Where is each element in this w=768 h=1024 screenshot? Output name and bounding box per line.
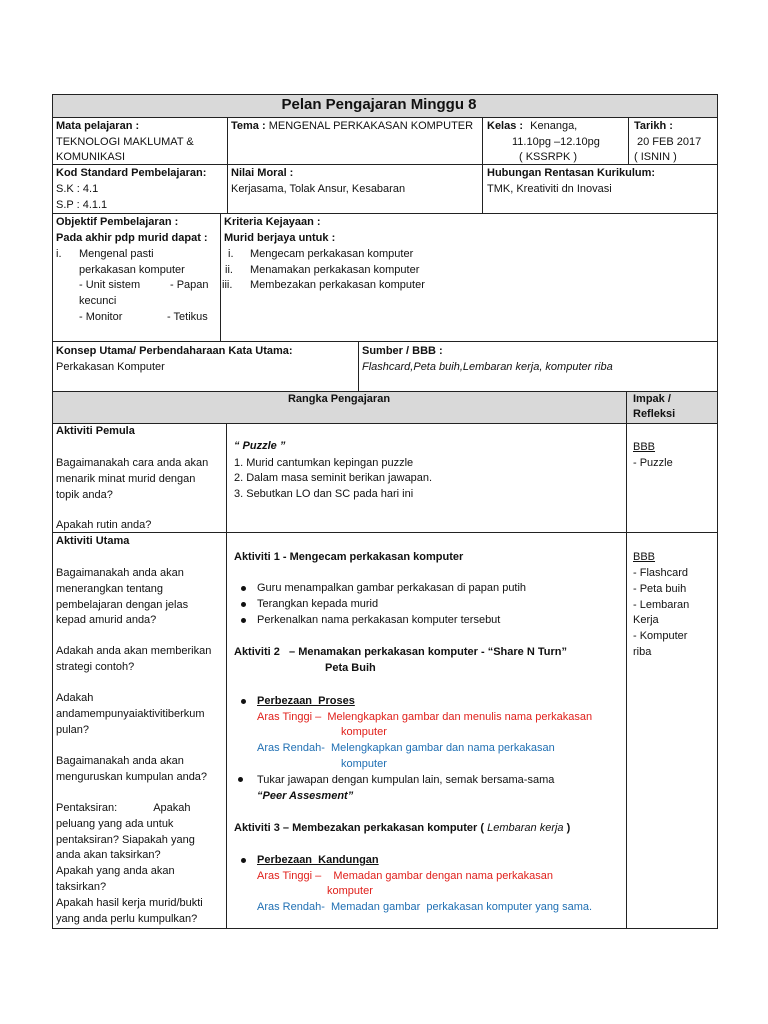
pemula-question: menarik minat murid dengan (56, 473, 196, 485)
pemula-bbb-item: - Puzzle (633, 457, 673, 469)
utama-question: Apakah hasil kerja murid/bukti (56, 897, 203, 909)
activity3-low-level: Aras Rendah- Memadan gambar perkakasan komputer yang sama. (257, 901, 593, 913)
activity3-title-main: Aktiviti 3 – Membezakan perkakasan komputer ( (234, 822, 485, 834)
curriculum-link-value: TMK, Kreativiti dn Inovasi (487, 183, 612, 195)
criteria-label: Kriteria Kejayaan : (224, 216, 321, 228)
subject-label: Mata pelajaran : (56, 120, 140, 132)
class-value-line1: Kenanga, (530, 120, 578, 132)
objective-intro: Pada akhir pdp murid dapat : (56, 232, 208, 244)
source-value: Flashcard,Peta buih,Lembaran kerja, komputer riba (362, 361, 613, 373)
puzzle-step: 3. Sebutkan LO dan SC pada hari ini (234, 488, 414, 500)
utama-question: pembelajaran dengan jelas (56, 599, 189, 611)
activity3-title-close: ) (566, 822, 571, 834)
puzzle-step: 1. Murid cantumkan kepingan puzzle (234, 457, 414, 469)
utama-question: kepad amurid anda? (56, 614, 157, 626)
criteria-item: Menamakan perkakasan komputer (250, 264, 420, 276)
utama-question: andamempunyaiaktivitiberkum (56, 708, 205, 720)
utama-question: Bagaimanakah anda akan (56, 755, 184, 767)
puzzle-step: 2. Dalam masa seminit berikan jawapan. (234, 472, 433, 484)
utama-bbb-item: - Peta buih (633, 583, 687, 595)
class-label: Kelas : (487, 120, 524, 132)
theme-value: MENGENAL PERKAKASAN KOMPUTER (268, 120, 474, 132)
activity2-title: Aktiviti 2 – Menamakan perkakasan komputer - “Share N Turn” (234, 646, 567, 658)
moral-value: Kerjasama, Tolak Ansur, Kesabaran (231, 183, 406, 195)
criteria-intro: Murid berjaya untuk : (224, 232, 336, 244)
subject-value-line2: KOMUNIKASI (56, 151, 126, 163)
curriculum-link-label: Hubungan Rentasan Kurikulum: (487, 167, 656, 179)
utama-bbb-item: riba (633, 646, 652, 658)
concept-value: Perkakasan Komputer (56, 361, 165, 373)
impact-column-title-line1: Impak / (633, 393, 671, 405)
activity2-low-level: Aras Rendah- Melengkapkan gambar dan nama perkakasan (257, 742, 555, 754)
pemula-question: Bagaimanakah cara anda akan (56, 457, 209, 469)
activity3-title-resource: Lembaran kerja (487, 822, 564, 834)
activity2-peer-assessment: “Peer Assesment” (257, 790, 354, 802)
objective-number: i. (56, 248, 62, 260)
utama-question: yang anda perlu kumpulkan? (56, 913, 198, 925)
activity1-bullet: Terangkan kepada murid (257, 598, 379, 610)
class-value-line2: 11.10pg –12.10pg (512, 136, 600, 148)
date-label: Tarikh : (634, 120, 673, 132)
criteria-item-num: iii. (222, 279, 233, 291)
utama-question: menguruskan kumpulan anda? (56, 771, 208, 783)
activity2-swap-answers: Tukar jawapan dengan kumpulan lain, semak bersama-sama (257, 774, 555, 786)
objective-line5b: - Tetikus (167, 311, 208, 323)
theme-field (231, 118, 473, 134)
criteria-item: Mengecam perkakasan komputer (250, 248, 414, 260)
utama-question: menerangkan tentang (56, 583, 164, 595)
utama-question: anda akan taksirkan? (56, 849, 161, 861)
standard-sk: S.K : 4.1 (56, 183, 99, 195)
utama-question: peluang yang ada untuk (56, 818, 174, 830)
activity2-high-level: Aras Tinggi – Melengkapkan gambar dan menulis nama perkakasan (257, 711, 593, 723)
activity2-high-level-cont: komputer (341, 726, 387, 738)
activity1-bullet: Perkenalkan nama perkakasan komputer tersebut (257, 614, 501, 626)
objective-line3b: - Papan (170, 279, 209, 291)
activity3-high-level: Aras Tinggi – Memadan gambar dengan nama perkakasan (257, 870, 553, 882)
activity3-title (234, 820, 570, 836)
objective-line1: Mengenal pasti (79, 248, 154, 260)
utama-question: taksirkan? (56, 881, 107, 893)
utama-question: Adakah (56, 692, 94, 704)
activity2-subtitle: Peta Buih (325, 662, 376, 674)
pemula-bbb-label: BBB (633, 441, 656, 453)
activity1-title: Aktiviti 1 - Mengecam perkakasan komputer (234, 551, 464, 563)
class-value-line3: ( KSSRPK ) (519, 151, 578, 163)
objective-line2: perkakasan komputer (79, 264, 185, 276)
utama-bbb-item: Kerja (633, 614, 659, 626)
utama-question: Bagaimanakah anda akan (56, 567, 184, 579)
date-value: 20 FEB 2017 (637, 136, 702, 148)
moral-label: Nilai Moral : (231, 167, 294, 179)
subject-value-line1: TEKNOLOGI MAKLUMAT & (56, 136, 194, 148)
utama-bbb-item: - Flashcard (633, 567, 689, 579)
concept-label: Konsep Utama/ Perbendaharaan Kata Utama: (56, 345, 293, 357)
source-label: Sumber / BBB : (362, 345, 443, 357)
utama-question: Adakah anda akan memberikan (56, 645, 212, 657)
criteria-item: Membezakan perkakasan komputer (250, 279, 425, 291)
bullet-icon (241, 699, 246, 704)
bullet-icon (241, 586, 246, 591)
framework-column-title: Rangka Pengajaran (287, 393, 391, 405)
pemula-question: topik anda? (56, 489, 113, 501)
pemula-heading: Aktiviti Pemula (56, 425, 135, 437)
utama-bbb-item: - Lembaran (633, 599, 690, 611)
utama-question: pentaksiran? Siapakah yang (56, 834, 195, 846)
criteria-item-num: i. (228, 248, 234, 260)
activity3-differentiation: Perbezaan Kandungan (257, 854, 379, 866)
utama-question: Pentaksiran: Apakah (56, 802, 191, 814)
bullet-icon (241, 602, 246, 607)
objective-line3a: - Unit sistem (79, 279, 141, 291)
objective-line5a: - Monitor (79, 311, 123, 323)
utama-bbb-item: - Komputer (633, 630, 688, 642)
utama-question: Apakah yang anda akan (56, 865, 175, 877)
bullet-icon (241, 858, 246, 863)
activity3-high-level-cont: komputer (327, 885, 373, 897)
bullet-icon (241, 618, 246, 623)
class-field (487, 118, 577, 134)
utama-bbb-label: BBB (633, 551, 656, 563)
activity1-bullet: Guru menampalkan gambar perkakasan di papan putih (257, 582, 527, 594)
impact-column-title-line2: Refleksi (633, 408, 676, 420)
page-title: Pelan Pengajaran Minggu 8 (281, 96, 477, 113)
activity2-low-level-cont: komputer (341, 758, 387, 770)
utama-question: strategi contoh? (56, 661, 135, 673)
standard-sp: S.P : 4.1.1 (56, 199, 108, 211)
theme-label: Tema : (231, 120, 266, 132)
activity2-differentiation: Perbezaan Proses (257, 695, 355, 707)
date-day: ( ISNIN ) (634, 151, 677, 163)
objective-label: Objektif Pembelajaran : (56, 216, 179, 228)
utama-heading: Aktiviti Utama (56, 535, 130, 547)
pemula-question: Apakah rutin anda? (56, 519, 152, 531)
bullet-icon (238, 777, 243, 782)
standard-label: Kod Standard Pembelajaran: (56, 167, 207, 179)
utama-question: pulan? (56, 724, 90, 736)
criteria-item-num: ii. (225, 264, 233, 276)
puzzle-title: “ Puzzle ” (234, 440, 286, 452)
objective-line4: kecunci (79, 295, 117, 307)
